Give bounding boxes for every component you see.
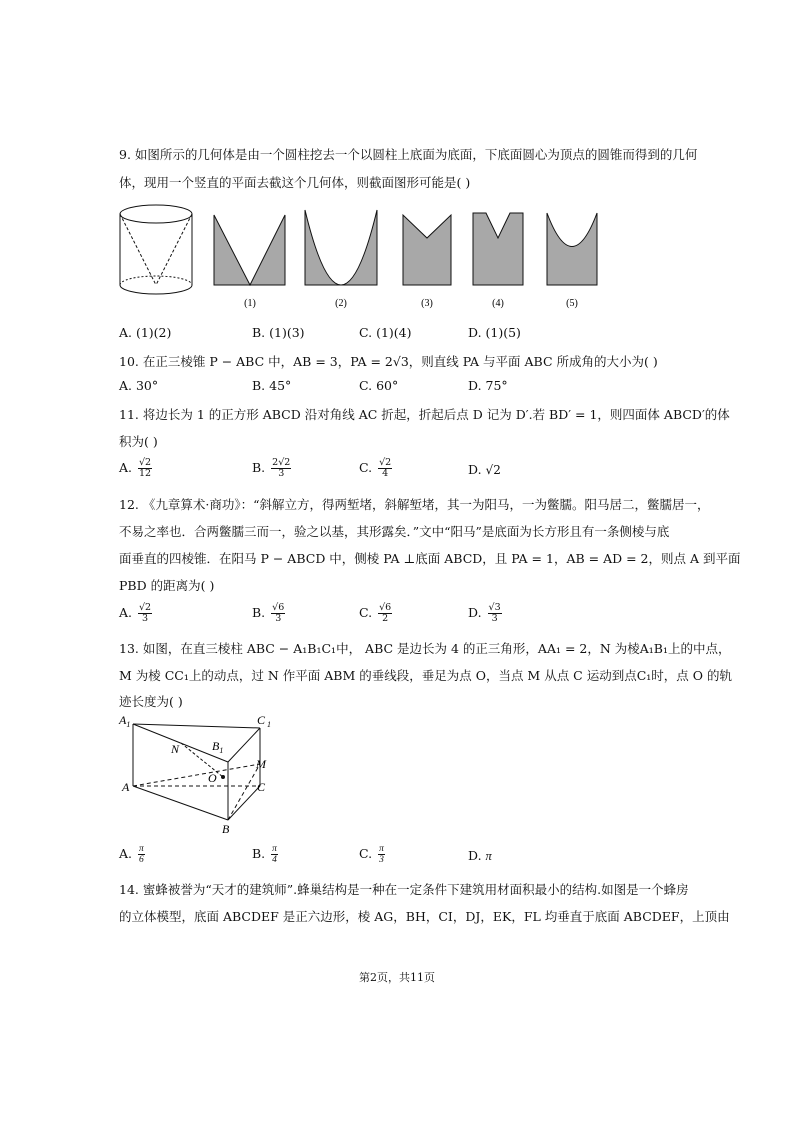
q11-text-line1: 11. 将边长为 1 的正方形 ABCD 沿对角线 AC 折起，折起后点 D 记为 D′.若 BD′ = 1，则四面体 ABCD′的体 [119, 407, 730, 422]
fig-label-2: (2) [335, 298, 347, 309]
label-N: N [171, 742, 180, 756]
q9-option-b[interactable]: B. (1)(3) [252, 325, 305, 340]
q10-option-c[interactable]: C. 60° [359, 378, 399, 393]
label-O: O [208, 771, 217, 785]
fraction [138, 844, 145, 865]
fig-label-4: (4) [492, 298, 504, 309]
q9-text-line1: 9. 如图所示的几何体是由一个圆柱挖去一个以圆柱上底面为底面，下底面圆心为顶点的圆锥而得到的几何 [119, 147, 698, 162]
fraction [271, 603, 285, 624]
fraction [138, 603, 152, 624]
label-A1: $A_1$ [119, 713, 131, 729]
q12-text-line4: PBD 的距离为( ) [119, 578, 215, 593]
option-prefix: A. [119, 605, 133, 620]
fraction-numerator: √6 [379, 602, 392, 613]
fraction-denominator: 12 [139, 468, 152, 479]
fraction-denominator: 3 [491, 613, 498, 624]
fraction-denominator: 3 [379, 855, 384, 865]
q13-option-a[interactable] [119, 844, 145, 865]
label-C: C [257, 780, 266, 794]
q9-option-c[interactable]: C. (1)(4) [359, 325, 412, 340]
fraction-denominator: 2 [382, 613, 389, 624]
q13-option-c[interactable] [359, 844, 385, 865]
option-prefix: B. [252, 846, 266, 861]
fig-label-5: (5) [566, 298, 578, 309]
fraction [378, 458, 392, 479]
fraction-numerator: √2 [139, 602, 152, 613]
option-value: √2 [485, 463, 501, 477]
section-shape-1 [214, 215, 285, 285]
q12-option-b[interactable] [252, 603, 285, 624]
fraction [138, 458, 152, 479]
q13-option-b[interactable] [252, 844, 278, 865]
option-prefix: D. [468, 605, 482, 620]
fraction [271, 458, 291, 479]
page-footer: 第2页，共11页 [359, 971, 435, 984]
fraction-numerator: π [379, 844, 384, 854]
fraction-denominator: 6 [139, 855, 144, 865]
fraction-numerator: √2 [379, 457, 392, 468]
q12-option-d[interactable] [468, 603, 502, 624]
section-shape-4 [473, 213, 523, 285]
option-prefix: C. [359, 460, 373, 475]
fraction-numerator: π [272, 844, 277, 854]
q13-text-line3: 迹长度为( ) [119, 694, 183, 709]
q9-figure [115, 200, 605, 315]
q11-option-c[interactable] [359, 458, 392, 479]
q12-text-line1: 12. 《九章算术·商功》：“斜解立方，得两堑堵，斜解堑堵，其一为阳马，一为鳖臑。阳马居二，鳖臑居一， [119, 497, 710, 512]
fraction [378, 603, 392, 624]
section-shape-2 [305, 210, 377, 285]
q11-option-b[interactable] [252, 458, 291, 479]
q9-option-a[interactable]: A. (1)(2) [119, 325, 172, 340]
q13-option-d[interactable] [468, 848, 492, 864]
q13-prism-figure [115, 710, 275, 838]
fraction-numerator: 2√2 [272, 457, 291, 468]
option-prefix: B. [252, 460, 266, 475]
option-prefix: B. [252, 605, 266, 620]
q14-text-line1: 14. 蜜蜂被誉为“天才的建筑师”.蜂巢结构是一种在一定条件下建筑用材面积最小的结构.如图是一个蜂房 [119, 882, 689, 897]
cylinder-figure [120, 205, 192, 294]
fig-label-3: (3) [421, 298, 433, 309]
q10-option-b[interactable]: B. 45° [252, 378, 292, 393]
q11-option-a[interactable] [119, 458, 152, 479]
q12-text-line2: 不易之率也．合两鳖臑三而一，验之以基，其形露矣．”文中“阳马”是底面为长方形且有一条侧棱与底 [119, 524, 670, 539]
fraction-numerator: √6 [272, 602, 285, 613]
q12-option-c[interactable] [359, 603, 392, 624]
fraction [271, 844, 278, 865]
option-value: π [485, 849, 492, 863]
fraction-denominator: 3 [275, 613, 282, 624]
section-shape-3 [403, 215, 451, 285]
label-M: M [256, 757, 266, 771]
option-prefix: C. [359, 605, 373, 620]
fraction-denominator: 4 [382, 468, 389, 479]
label-C1: C $_1$ [257, 713, 272, 729]
fraction-denominator: 3 [142, 613, 149, 624]
q10-option-a[interactable]: A. 30° [119, 378, 159, 393]
option-prefix: A. [119, 846, 133, 861]
q9-option-d[interactable]: D. (1)(5) [468, 325, 521, 340]
q10-text-line1: 10. 在正三棱锥 P − ABC 中，AB = 3，PA = 2√3，则直线 PA 与平面 ABC 所成角的大小为( ) [119, 354, 658, 369]
fraction-numerator: √2 [139, 457, 152, 468]
option-prefix: C. [359, 846, 373, 861]
option-prefix: D. [468, 848, 482, 863]
section-shape-5 [547, 213, 597, 285]
fraction [488, 603, 502, 624]
q11-option-d[interactable] [468, 462, 501, 477]
q13-text-line1: 13. 如图，在直三棱柱 ABC − A₁B₁C₁中， ABC 是边长为 4 的正三角形，AA₁ = 2，N 为棱A₁B₁上的中点， [119, 641, 731, 656]
option-prefix: D. [468, 462, 482, 477]
q13-text-line2: M 为棱 CC₁上的动点，过 N 作平面 ABM 的垂线段，垂足为点 O，当点 M 从点 C 运动到点C₁时，点 O 的轨 [119, 668, 732, 683]
label-A: A [122, 780, 130, 794]
q12-text-line3: 面垂直的四棱锥．在阳马 P − ABCD 中，侧棱 PA ⊥底面 ABCD，且 PA = 1，AB = AD = 2，则点 A 到平面 [119, 551, 741, 566]
fraction-numerator: √3 [488, 602, 501, 613]
q10-option-d[interactable]: D. 75° [468, 378, 508, 393]
q14-text-line2: 的立体模型，底面 ABCDEF 是正六边形，棱 AG，BH，CI，DJ，EK，FL 均垂直于底面 ABCDEF，上顶由 [119, 909, 730, 924]
fraction [378, 844, 385, 865]
option-prefix: A. [119, 460, 133, 475]
q11-text-line2: 积为( ) [119, 434, 158, 449]
label-B1: $B_1$ [212, 739, 224, 755]
q9-text-line2: 体，现用一个竖直的平面去截这个几何体，则截面图形可能是( ) [119, 175, 471, 190]
label-B: B [222, 822, 230, 836]
q12-option-a[interactable] [119, 603, 152, 624]
fraction-numerator: π [139, 844, 144, 854]
fraction-denominator: 4 [272, 855, 277, 865]
fraction-denominator: 3 [278, 468, 285, 479]
fig-label-1: (1) [244, 298, 256, 309]
